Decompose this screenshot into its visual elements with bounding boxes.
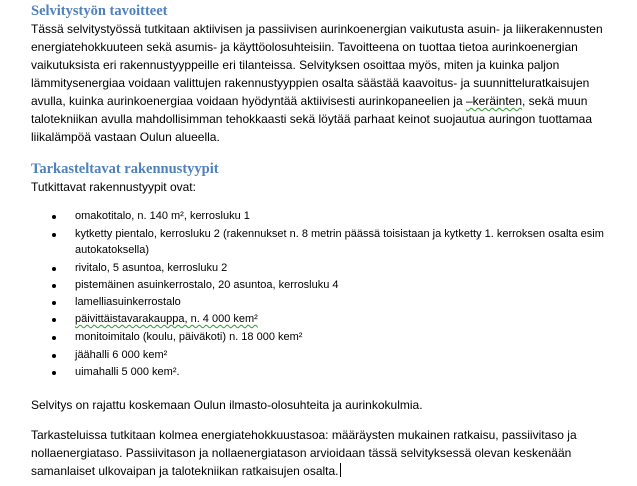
paragraph-line: liikalämpöä vastaan Oulun alueella.	[31, 130, 220, 144]
paragraph-line: energiatehokkuuteen sekä asumis- ja käyttöolosuhteisiin. Tavoitteena on tuottaa tietoa aurinkoenergian	[31, 40, 578, 54]
paragraph-line[interactable]	[31, 462, 341, 480]
spellcheck-flagged-word[interactable]: –keräinten	[465, 94, 523, 108]
paragraph-line: nollaenergiataso. Passiivitason ja nollaenergiatason arvioidaan tässä selvityksessä olevan keskenään	[31, 446, 572, 460]
bullet-icon	[52, 336, 56, 340]
text-cursor	[340, 463, 341, 477]
list-intro: Tutkittavat rakennustyypit ovat:	[31, 180, 196, 194]
section-heading-building-types: Tarkasteltavat rakennustyypit	[31, 161, 219, 177]
paragraph-line: talotekniikan avulla mahdollisimman tehokkaasti sekä löytää parhaat keinot suojautua auringon tuottamaa	[31, 112, 593, 126]
bullet-icon	[52, 267, 56, 271]
section-heading-objectives: Selvitystyön tavoitteet	[31, 3, 168, 19]
bullet-icon	[52, 233, 56, 237]
bullet-icon	[52, 354, 56, 358]
paragraph-line-text: avulla, kuinka aurinkoenergiaa voidaan hyödyntää aktiivisesti aurinkopaneelien ja	[31, 94, 463, 108]
paragraph-line-text: samanlaiset ulkovaipan ja talotekniikan ratkaisujen osalta.	[31, 464, 339, 478]
bullet-icon	[52, 371, 56, 375]
paragraph-line: lämmitysenergiaa voidaan valittujen rakennustyyppien osalta säästää kaavoitus- ja suunnitteluratkaisujen	[31, 76, 590, 90]
bullet-icon	[52, 301, 56, 305]
paragraph-line	[31, 92, 587, 110]
paragraph-line: Tässä selvitystyössä tutkitaan aktiivisen ja passiivisen aurinkoenergian vaikutusta asuin- ja liikerakennusten	[31, 22, 603, 36]
document-page: Selvitystyön tavoitteet Tässä selvitystyössä tutkitaan aktiivisen ja passiivisen aurinkoenergian vaikutusta asuin- ja liikerakennusten energiatehokkuuteen sekä asumis- ja käyttöolosuhteisiin. Tavoitteena on tuottaa tietoa aurinkoenergian vaikutuksista eri rakennustyyppeille eri tilanteissa. Selvityksen osoittaa myös, miten ja kuinka paljon lämmitysenergiaa voidaan valittujen rakennustyyppien osalta säästää kaavoitus- ja suunnitteluratkaisujen avulla, kuinka aurinkoenergiaa voidaan hyödyntää aktiivisesti aurinkopaneelien ja –keräinten, sekä muun talotekniikan avulla mahdollisimman tehokkaasti sekä löytää parhaat keinot suojautua auringon tuottamaa liikalämpöä vastaan Oulun alueella. Tarkasteltavat rakennustyypit Tutkittavat rakennustyypit ovat: omakotitalo, n. 140 m², kerrosluku 1 kytketty pientalo, kerrosluku 2 (rakennukset n. 8 metrin päässä toisistaan ja kytketty 1. kerroksen osalta esim autokatoksella) rivitalo, 5 asuntoa, kerrosluku 2 pistemäinen asuinkerrostalo, 20 asuntoa, kerrosluku 4 lamelliasuinkerrostalo päivittäistavarakauppa, n. 4 000 kem² monitoimitalo (koulu, päiväkoti) n. 18 000 kem² jäähalli 6 000 kem² uimahalli 5 000 kem². Selvitys on rajattu koskemaan Oulun ilmasto-olosuhteita ja aurinkokulmia. Tarkasteluissa tutkitaan kolmea energiatehokkuustasoa: määräysten mukainen ratkaisu, passiivitaso ja nollaenergiataso. Passiivitason ja nollaenergiatason arvioidaan tässä selvityksessä olevan keskenään samanlaiset ulkovaipan ja talotekniikan ratkaisujen osalta.	[31, 3, 604, 478]
paragraph-line-tail: , sekä muun	[522, 94, 588, 108]
bullet-icon	[52, 284, 56, 288]
bullet-icon	[52, 215, 56, 219]
paragraph-line: Tarkasteluissa tutkitaan kolmea energiatehokkuustasoa: määräysten mukainen ratkaisu, passiivitaso ja	[31, 428, 577, 442]
bullet-icon	[52, 318, 56, 322]
paragraph-line: vaikutuksista eri rakennustyyppeille eri tilanteissa. Selvityksen osoittaa myös, miten ja kuinka paljon	[31, 58, 560, 72]
scope-paragraph: Selvitys on rajattu koskemaan Oulun ilmasto-olosuhteita ja aurinkokulmia.	[31, 398, 423, 412]
